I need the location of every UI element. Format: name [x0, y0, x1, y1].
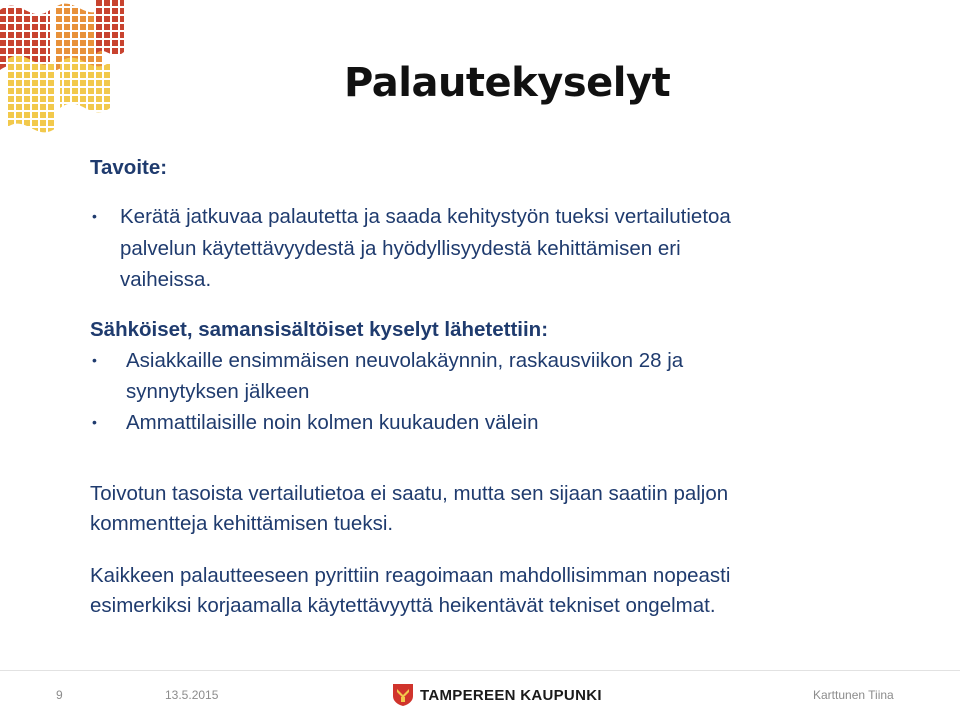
bullet-icon: • [92, 208, 97, 224]
surveys-bullet1-line-2: synnytyksen jälkeen [126, 380, 310, 403]
goal-heading: Tavoite: [90, 156, 168, 179]
bullet-icon: • [92, 352, 97, 368]
goal-bullet-line-3: vaiheissa. [120, 268, 212, 291]
paragraph1-line-2: kommentteja kehittämisen tueksi. [90, 512, 394, 535]
goal-bullet-line-1: Kerätä jatkuvaa palautetta ja saada kehitystyön tueksi vertailutietoa [120, 205, 731, 228]
surveys-bullet1-line-1: Asiakkaille ensimmäisen neuvolakäynnin, raskausviikon 28 ja [126, 349, 684, 372]
paragraph1-line-1: Toivotun tasoista vertailutietoa ei saatu, mutta sen sijaan saatiin paljon [90, 482, 729, 505]
footer-author: Karttunen Tiina [813, 688, 894, 702]
paragraph2-line-2: esimerkiksi korjaamalla käytettävyyttä heikentävät tekniset ongelmat. [90, 594, 716, 617]
surveys-bullet2: Ammattilaisille noin kolmen kuukauden välein [126, 411, 539, 434]
footer-logo [392, 682, 602, 708]
decorative-pattern-icon [0, 0, 128, 134]
goal-bullet-line-2: palvelun käytettävyydestä ja hyödyllisyydestä kehittämisen eri [120, 237, 681, 260]
paragraph2-line-1: Kaikkeen palautteeseen pyrittiin reagoimaan mahdollisimman nopeasti [90, 564, 731, 587]
page-number: 9 [56, 688, 63, 702]
surveys-heading: Sähköiset, samansisältöiset kyselyt lähetettiin: [90, 318, 549, 341]
footer-date: 13.5.2015 [165, 688, 219, 702]
page-title: Palautekyselyt [344, 60, 671, 106]
footer-logo-text: TAMPEREEN KAUPUNKI [420, 686, 602, 704]
bullet-icon: • [92, 414, 97, 430]
footer-divider [0, 670, 960, 671]
city-crest-icon [392, 683, 414, 707]
